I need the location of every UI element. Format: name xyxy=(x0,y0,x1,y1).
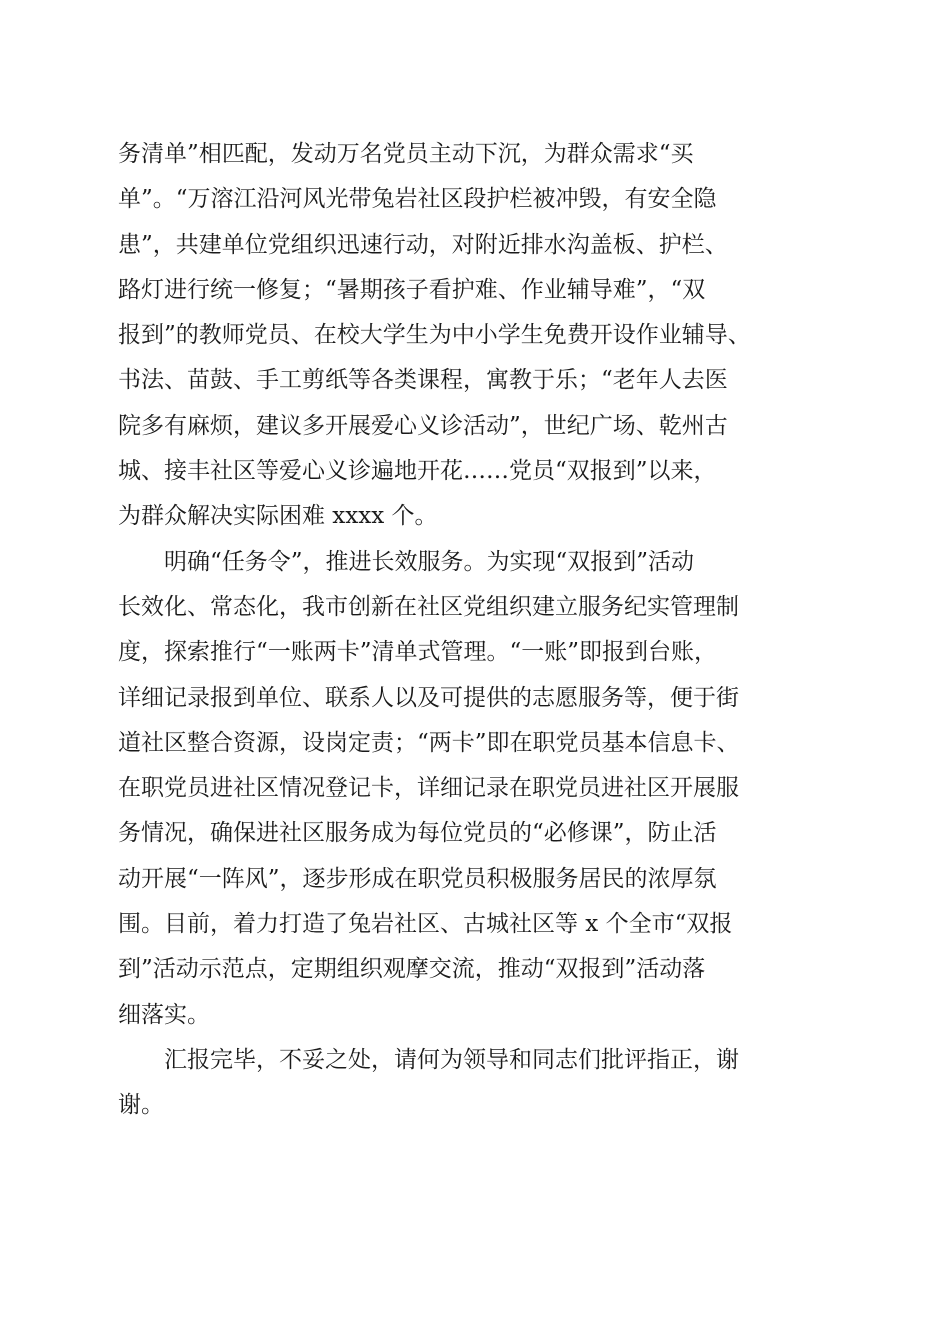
text-line: 汇报完毕，不妥之处，请何为领导和同志们批评指正，谢 xyxy=(164,1046,739,1073)
text-line: 报到”的教师党员、在校大学生为中小学生免费开设作业辅导、 xyxy=(118,322,751,349)
text-line: 在职党员进社区情况登记卡，详细记录在职党员进社区开展服 xyxy=(118,775,739,802)
text-line: 度，探索推行“一账两卡”清单式管理。“一账”即报到台账， xyxy=(118,639,718,666)
text-line: 长效化、常态化，我市创新在社区党组织建立服务纪实管理制 xyxy=(118,593,739,620)
text-line: 单”。“万溶江沿河风光带兔岩社区段护栏被冲毁，有安全隐 xyxy=(118,186,717,213)
text-line: 书法、苗鼓、手工剪纸等各类课程，寓教于乐；“老年人去医 xyxy=(118,367,728,394)
text-line: 务情况，确保进社区服务成为每位党员的“必修课”，防止活 xyxy=(118,820,717,847)
paragraph-2 xyxy=(118,540,838,1038)
text-line: 道社区整合资源，设岗定责；“两卡”即在职党员基本信息卡、 xyxy=(118,729,740,756)
text-line: 动开展“一阵风”，逐步形成在职党员积极服务居民的浓厚氛 xyxy=(118,865,717,892)
text-line: 详细记录报到单位、联系人以及可提供的志愿服务等，便于街 xyxy=(118,684,739,711)
text-line: 路灯进行统一修复；“暑期孩子看护难、作业辅导难”，“双 xyxy=(118,276,706,303)
text-line: 患”，共建单位党组织迅速行动，对附近排水沟盖板、护栏、 xyxy=(118,231,728,258)
text-line: 细落实。 xyxy=(118,1001,210,1028)
text-line: 务清单”相匹配，发动万名党员主动下沉，为群众需求“买 xyxy=(118,141,694,167)
text-line: 明确“任务令”，推进长效服务。为实现“双报到”活动 xyxy=(164,548,695,575)
paragraph-3 xyxy=(118,1038,838,1129)
text-line: 到”活动示范点，定期组织观摩交流，推动“双报到”活动落 xyxy=(118,956,706,983)
text-line: 为群众解决实际困难 xxxx 个。 xyxy=(118,503,438,530)
text-line: 围。目前，着力打造了兔岩社区、古城社区等 x 个全市“双报 xyxy=(118,911,733,938)
text-line: 院多有麻烦，建议多开展爱心义诊活动”，世纪广场、乾州古 xyxy=(118,412,728,439)
document-body xyxy=(118,132,838,1129)
text-line: 谢。 xyxy=(118,1092,164,1119)
text-line: 城、接丰社区等爱心义诊遍地开花……党员“双报到”以来， xyxy=(118,458,717,485)
paragraph-1 xyxy=(118,132,838,540)
